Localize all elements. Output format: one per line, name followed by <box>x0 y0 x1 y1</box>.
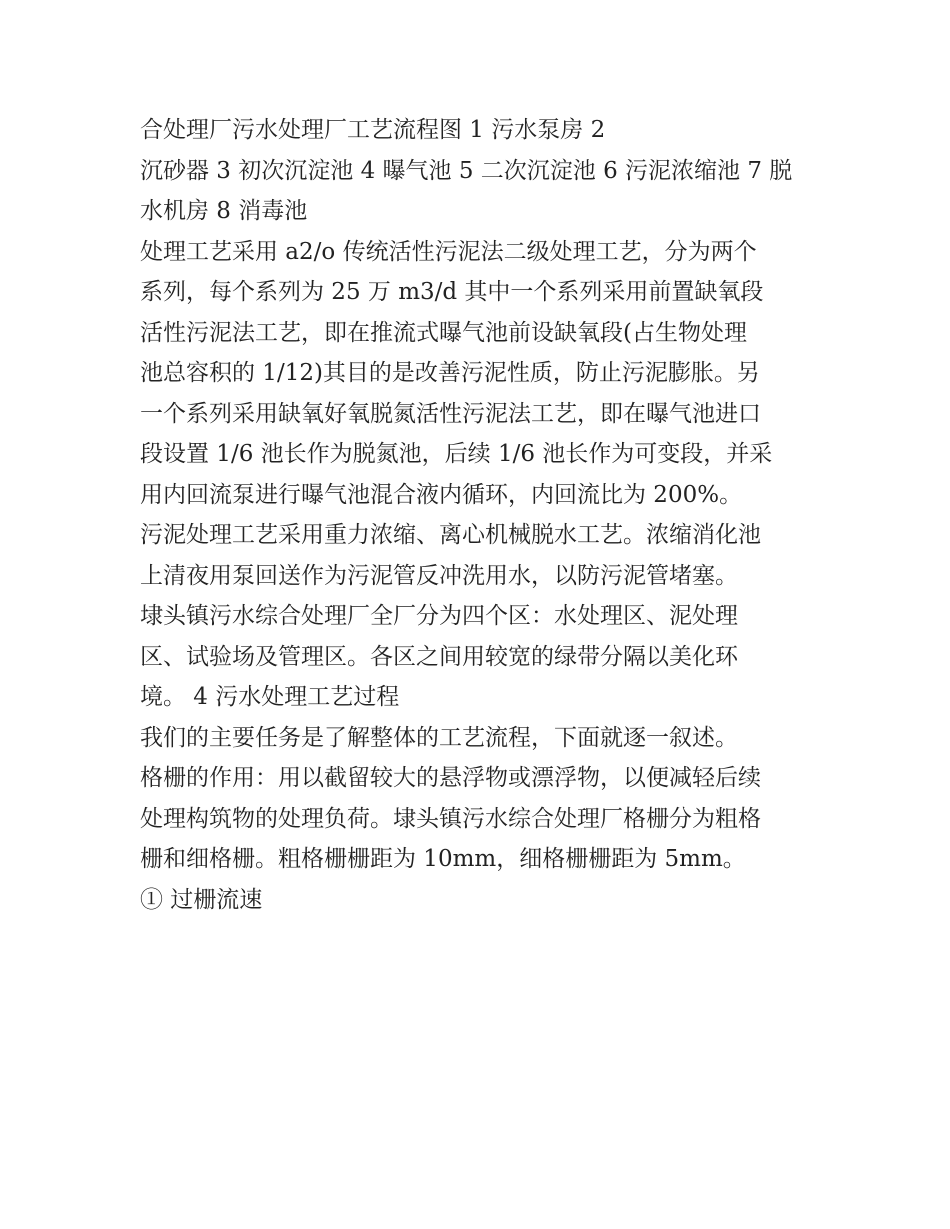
text-line: 段设置 1/6 池长作为脱氮池，后续 1/6 池长作为可变段，并采 <box>140 441 773 467</box>
text-line: 水机房 8 消毒池 <box>140 198 308 224</box>
text-line: 用内回流泵进行曝气池混合液内循环，内回流比为 200%。 <box>140 481 743 508</box>
text-line: 处理构筑物的处理负荷。埭头镇污水综合处理厂格栅分为粗格 <box>140 805 761 832</box>
text-line: ① 过栅流速 <box>140 886 263 913</box>
text-line: 池总容积的 1/12)其目的是改善污泥性质，防止污泥膨胀。另 <box>140 360 760 386</box>
text-line: 合处理厂污水处理厂工艺流程图 1 污水泵房 2 <box>140 117 606 143</box>
text-line: 栅和细格栅。粗格栅栅距为 10mm，细格栅栅距为 5mm。 <box>140 846 746 872</box>
text-line: 上清夜用泵回送作为污泥管反冲洗用水，以防污泥管堵塞。 <box>140 562 738 589</box>
text-line: 境。 4 污水处理工艺过程 <box>140 684 400 710</box>
text-line: 埭头镇污水综合处理厂全厂分为四个区：水处理区、泥处理 <box>140 603 738 629</box>
text-line: 一个系列采用缺氧好氧脱氮活性污泥法工艺，即在曝气池进口 <box>140 400 761 427</box>
text-line: 活性污泥法工艺，即在推流式曝气池前设缺氧段(占生物处理 <box>140 319 747 346</box>
text-line: 格栅的作用：用以截留较大的悬浮物或漂浮物，以便减轻后续 <box>140 765 761 791</box>
text-line: 区、试验场及管理区。各区之间用较宽的绿带分隔以美化环 <box>140 643 738 670</box>
text-line: 我们的主要任务是了解整体的工艺流程，下面就逐一叙述。 <box>140 724 738 751</box>
text-line: 污泥处理工艺采用重力浓缩、离心机械脱水工艺。浓缩消化池 <box>140 522 761 548</box>
text-line: 系列，每个系列为 25 万 m3/d 其中一个系列采用前置缺氧段 <box>140 279 764 305</box>
document-body <box>140 110 820 920</box>
text-line: 沉砂器 3 初次沉淀池 4 曝气池 5 二次沉淀池 6 污泥浓缩池 7 脱 <box>140 157 793 184</box>
text-line: 处理工艺采用 a2/o 传统活性污泥法二级处理工艺，分为两个 <box>140 238 757 265</box>
